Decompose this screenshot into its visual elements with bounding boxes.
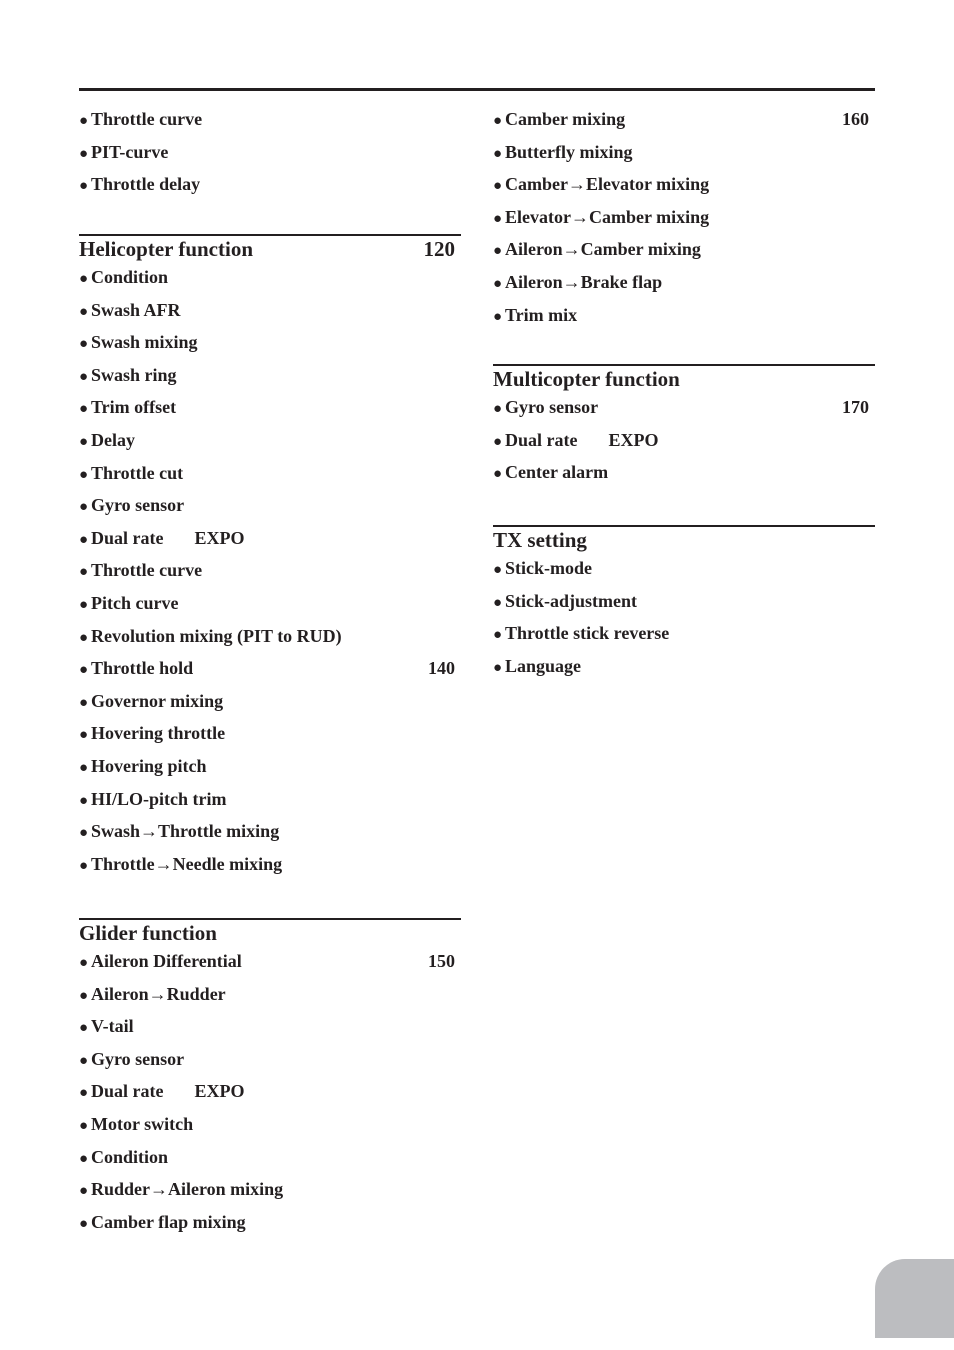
list-item[interactable]: ● HI/LO-pitch trim: [79, 788, 227, 809]
list-item[interactable]: ● Throttle→Needle mixing: [79, 853, 283, 874]
list-item[interactable]: ● Elevator→Camber mixing: [493, 206, 710, 227]
list-item[interactable]: ● Motor switch: [79, 1113, 194, 1134]
list-item[interactable]: ● Butterfly mixing: [493, 141, 633, 162]
list-item[interactable]: ● Condition: [79, 1146, 169, 1167]
list-item[interactable]: ● Gyro sensor: [79, 1048, 185, 1069]
section-header: [79, 918, 461, 950]
section-header: [79, 234, 461, 266]
list-item[interactable]: ● Swash mixing: [79, 332, 198, 353]
list-item[interactable]: ● Gyro sensor 170: [493, 397, 869, 417]
top-rule: [79, 88, 875, 91]
left-intro-list: [79, 108, 461, 206]
multicopter-section: [493, 364, 875, 494]
page-corner-tab: [875, 1259, 954, 1338]
list-item[interactable]: ● Trim offset: [79, 397, 177, 418]
list-item[interactable]: ● Camber flap mixing: [79, 1211, 246, 1232]
list-item[interactable]: ● V-tail: [79, 1016, 134, 1037]
list-item[interactable]: ● Governor mixing: [79, 690, 224, 711]
page-number: 170: [842, 397, 869, 417]
list-item[interactable]: ● Dual rate EXPO: [79, 527, 245, 548]
list-item[interactable]: ● Aileron Differential 150: [79, 951, 455, 971]
page-number: 150: [428, 951, 455, 971]
glider-section: [79, 918, 461, 1243]
list-item[interactable]: ● Dual rate EXPO: [79, 1081, 245, 1102]
list-item[interactable]: ● Swash AFR: [79, 299, 181, 320]
list-item[interactable]: ● Throttle hold 140: [79, 658, 455, 679]
list-item[interactable]: ● Throttle stick reverse: [493, 623, 670, 644]
list-item[interactable]: ● Delay: [79, 429, 135, 450]
list-item[interactable]: ● Aileron→Camber mixing: [493, 239, 701, 260]
list-item[interactable]: ● Rudder→Aileron mixing: [79, 1179, 284, 1200]
list-item[interactable]: ● Condition: [79, 267, 169, 287]
list-item[interactable]: ● Camber mixing 160: [493, 109, 869, 129]
list-item[interactable]: ● Throttle curve: [79, 560, 203, 581]
list-item[interactable]: ● Throttle curve: [79, 109, 203, 129]
section-header: [493, 525, 875, 557]
page-number: 140: [428, 658, 455, 679]
section-title: Multicopter function: [493, 367, 680, 391]
list-item[interactable]: ● Stick-adjustment: [493, 590, 638, 611]
list-item[interactable]: ● Dual rate EXPO: [493, 429, 659, 450]
list-item[interactable]: ● Hovering throttle: [79, 723, 226, 744]
list-item[interactable]: ● Throttle cut: [79, 462, 184, 483]
list-item[interactable]: ● Aileron→Brake flap: [493, 271, 663, 292]
tx-setting-section: [493, 525, 875, 687]
list-item[interactable]: ● Aileron→Rudder: [79, 983, 226, 1004]
right-intro-list: [493, 108, 875, 336]
list-item[interactable]: ● Center alarm: [493, 462, 609, 483]
helicopter-section: [79, 234, 461, 885]
section-header: [493, 364, 875, 396]
list-item[interactable]: ● Hovering pitch: [79, 755, 207, 776]
section-title: Glider function: [79, 921, 217, 945]
list-item[interactable]: ● Gyro sensor: [79, 495, 185, 516]
section-title: Helicopter function: [79, 237, 254, 261]
list-item[interactable]: ● Throttle delay: [79, 174, 201, 195]
section-title: TX setting: [493, 528, 587, 552]
page-number: 160: [842, 109, 869, 129]
list-item[interactable]: ● Revolution mixing (PIT to RUD): [79, 625, 342, 646]
list-item[interactable]: ● Trim mix: [493, 304, 578, 325]
list-item[interactable]: ● Language: [493, 655, 582, 676]
list-item[interactable]: ● PIT-curve: [79, 141, 169, 162]
list-item[interactable]: ● Camber→Elevator mixing: [493, 174, 710, 195]
list-item[interactable]: ● Stick-mode: [493, 558, 592, 578]
list-item[interactable]: ● Swash ring: [79, 364, 177, 385]
page-number: 120: [423, 237, 455, 261]
list-item[interactable]: ● Pitch curve: [79, 592, 179, 613]
list-item[interactable]: ● Swash→Throttle mixing: [79, 821, 280, 842]
